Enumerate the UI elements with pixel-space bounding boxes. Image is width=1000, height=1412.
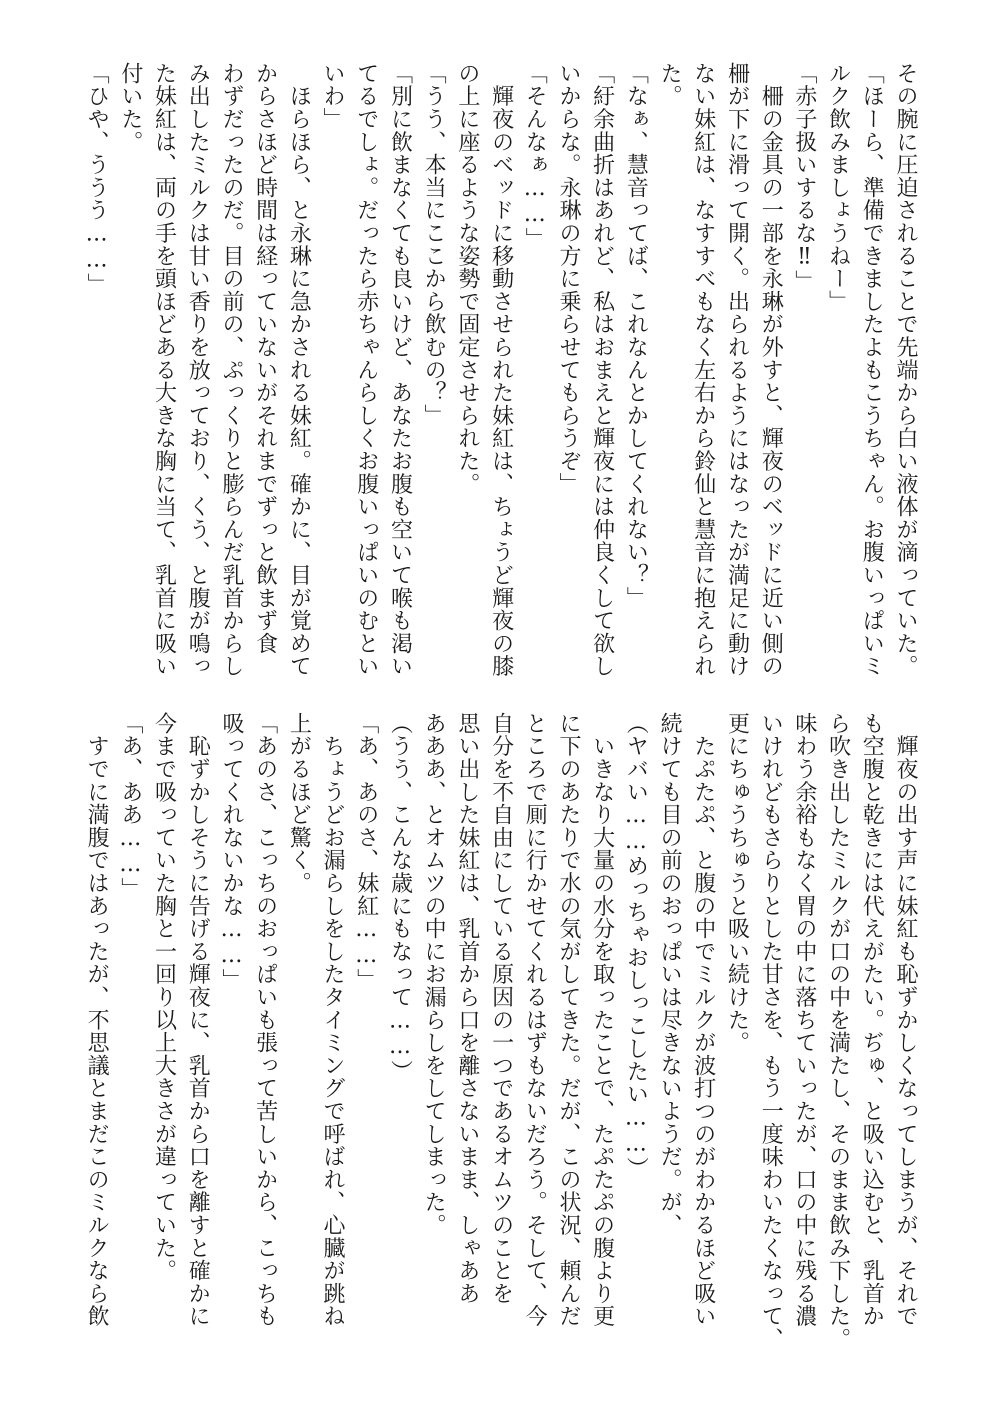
upper-text-line: わずだったのだ。目の前の、ぷっくりと膨らんだ乳首からし bbox=[218, 62, 244, 678]
upper-text-line: 輝夜のベッドに移動させられた妹紅は、ちょうど輝夜の膝 bbox=[488, 62, 514, 678]
upper-text-line: 柵の金具の一部を永琳が外すと、輝夜のベッドに近い側の bbox=[758, 62, 784, 678]
lower-text-line: あああ、とオムツの中にお漏らしをしてしまった。 bbox=[421, 712, 447, 1237]
upper-text-line: 「うう、本当にここから飲むの？」 bbox=[421, 62, 447, 427]
lower-text-line: すでに満腹ではあったが、不思議とまだこのミルクなら飲 bbox=[84, 712, 110, 1328]
lower-text-line: （ヤバい……めっちゃおしっこしたい……） bbox=[623, 712, 649, 1180]
lower-text-line: 「あのさ、こっちのおっぱいも張って苦しいから、こっちも bbox=[252, 712, 278, 1328]
upper-text-line: み出したミルクは甘い香りを放っており、くう、と腹が鳴っ bbox=[185, 62, 211, 678]
upper-text-line: 「赤子扱いするな‼」 bbox=[791, 62, 817, 293]
lower-text-line: たぷたぷ、と腹の中でミルクが波打つのがわかるほど吸い bbox=[690, 712, 716, 1328]
upper-text-line: からさほど時間は経っていないがそれまでずっと飲まず食 bbox=[252, 62, 278, 655]
lower-text-line: ら吹き出したミルクが口の中を満たし、そのまま飲み下した。 bbox=[825, 712, 851, 1351]
lower-text-line: いけれどもさらりとした甘さを、もう一度味わいたくなって、 bbox=[758, 712, 784, 1351]
upper-text-line: その腕に圧迫されることで先端から白い液体が滴っていた。 bbox=[893, 62, 918, 678]
lower-text-line: （うう、こんな歳にもなって……） bbox=[387, 712, 413, 1083]
lower-text-column-block bbox=[84, 712, 922, 1351]
lower-text-line: 輝夜の出す声に妹紅も恥ずかしくなってしまうが、それで bbox=[893, 712, 918, 1328]
upper-text-line: た。 bbox=[657, 62, 683, 108]
upper-text-line: 「ひや、ううう……」 bbox=[84, 62, 110, 296]
upper-text-line: ない妹紅は、なすすべもなく左右から鈴仙と慧音に抱えられ bbox=[690, 62, 716, 678]
lower-text-line: 吸ってくれないかな……」 bbox=[218, 712, 244, 992]
upper-text-line: ほらほら、と永琳に急かされる妹紅。確かに、目が覚めて bbox=[286, 62, 312, 678]
lower-text-line: 「あ、ああ……」 bbox=[117, 712, 143, 901]
lower-text-line: いきなり大量の水分を取ったことで、たぷたぷの腹より更 bbox=[589, 712, 615, 1328]
upper-text-line: 「ほーら、準備できましたよもこうちゃん。お腹いっぱいミ bbox=[859, 62, 885, 678]
lower-text-line: ところで厠に行かせてくれるはずもないだろう。そして、今 bbox=[522, 712, 548, 1328]
upper-text-column-block bbox=[84, 62, 922, 690]
lower-text-line: 続けても目の前のおっぱいは尽きないようだ。が、 bbox=[657, 712, 683, 1237]
upper-text-line: 付いた。 bbox=[117, 62, 143, 154]
upper-text-line: 「紆余曲折はあれど、私はおまえと輝夜には仲良くして欲し bbox=[589, 62, 615, 678]
lower-text-line: ちょうどお漏らしをしたタイミングで呼ばれ、心臓が跳ね bbox=[320, 712, 346, 1328]
upper-text-line: いわ」 bbox=[320, 62, 346, 131]
upper-text-line: いからな。永琳の方に乗らせてもらうぞ」 bbox=[555, 62, 581, 496]
lower-text-line: 更にちゅうちゅうと吸い続けた。 bbox=[724, 712, 750, 1054]
lower-text-line: に下のあたりで水の気がしてきた。だが、この状況、頼んだ bbox=[555, 712, 581, 1328]
lower-text-line: 上がるほど驚く。 bbox=[286, 712, 312, 895]
upper-text-line: 「別に飲まなくても良いけど、あなたお腹も空いて喉も渇い bbox=[387, 62, 413, 678]
lower-text-line: も空腹と乾きには代えがたい。ぢゅ、と吸い込むと、乳首か bbox=[859, 712, 885, 1328]
upper-text-line: 「そんなぁ……」 bbox=[522, 62, 548, 251]
upper-text-line: 「なぁ、慧音ってば、これなんとかしてくれない？」 bbox=[623, 62, 649, 610]
lower-text-line: 味わう余裕もなく胃の中に落ちていったが、口の中に残る濃 bbox=[791, 712, 817, 1328]
lower-text-line: 「あ、あのさ、妹紅……」 bbox=[353, 712, 379, 992]
upper-text-line: ルク飲みましょうねー」 bbox=[825, 62, 851, 313]
upper-text-line: てるでしょ。だったら赤ちゃんらしくお腹いっぱいのむとい bbox=[353, 62, 379, 678]
lower-text-line: 思い出した妹紅は、乳首から口を離さないまま、しゃああ bbox=[454, 712, 480, 1305]
upper-text-line: の上に座るような姿勢で固定させられた。 bbox=[454, 62, 480, 496]
lower-text-line: 今まで吸っていた胸と一回り以上大きさが違っていた。 bbox=[151, 712, 177, 1282]
upper-text-line: た妹紅は、両の手を頭ほどある大きな胸に当て、乳首に吸い bbox=[151, 62, 177, 678]
upper-text-line: 柵が下に滑って開く。出られるようにはなったが満足に動け bbox=[724, 62, 750, 678]
lower-text-line: 自分を不自由にしている原因の一つであるオムツのことを bbox=[488, 712, 514, 1305]
lower-text-line: 恥ずかしそうに告げる輝夜に、乳首から口を離すと確かに bbox=[185, 712, 211, 1328]
